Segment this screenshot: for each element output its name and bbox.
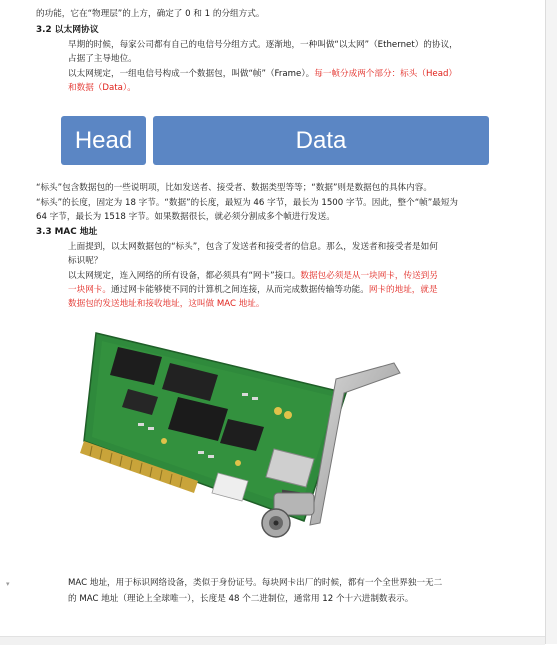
data-box (153, 116, 489, 165)
paragraph-line: 早期的时候，每家公司都有自己的电信号分组方式。逐渐地，一种叫做“以太网”（Ethernet）的协议， (68, 40, 458, 50)
text-red: 一块网卡。 (68, 285, 111, 295)
text-red: 每一帧分成两个部分：标头（Head） (314, 69, 458, 79)
paragraph-line: “标头”包含数据包的一些说明项，比如发送者、接受者、数据类型等等；“数据”则是数据包的具体内容。 (36, 183, 432, 193)
section-heading-3-3: 3.3 MAC 地址 (36, 227, 98, 237)
text-red: 网卡的地址，就是 (368, 285, 438, 295)
paragraph-line-red: 数据包的发送地址和接收地址，这叫做 MAC 地址。 (68, 299, 265, 309)
paragraph-line: 64 字节，最长为 1518 字节。如果数据很长，就必须分割成多个帧进行发送。 (36, 212, 335, 222)
head-label: Head (74, 126, 133, 154)
text-black: 通过网卡能够使不同的计算机之间连接，从而完成数据传输等功能。 (110, 285, 369, 295)
page-marker-icon: ▾ (6, 580, 10, 588)
section-heading-3-2: 3.2 以太网协议 (36, 25, 99, 35)
paragraph-line (68, 69, 457, 80)
head-box (61, 116, 146, 165)
paragraph-line: “标头”的长度，固定为 18 字节。“数据”的长度，最短为 46 字节，最长为 1500 字节。因此，整个“帧”最短为 (36, 198, 459, 208)
paragraph-line: 标识呢？ (68, 256, 103, 266)
paragraph-line: 上面提到，以太网数据包的“标头”，包含了发送者和接受者的信息。那么，发送者和接受者是如何 (68, 242, 438, 252)
paragraph-line: MAC 地址，用于标识网络设备，类似于身份证号。每块网卡出厂的时候，都有一个全世界独一无二 (68, 578, 443, 588)
paragraph-line (68, 271, 438, 282)
vertical-scrollbar[interactable] (546, 0, 557, 644)
paragraph-line: 的功能，它在“物理层”的上方，确定了 0 和 1 的分组方式。 (36, 9, 265, 19)
paragraph-line: 的 MAC 地址（理论上全球唯一），长度是 48 个二进制位，通常用 12 个十六进制数表示。 (68, 594, 414, 604)
paragraph-line (68, 285, 438, 296)
paragraph-line: 占据了主导地位。 (68, 54, 137, 64)
paragraph-line-red: 和数据（Data）。 (68, 83, 136, 93)
text-black: 以太网规定，一组电信号构成一个数据包，叫做“帧”（Frame）。 (68, 69, 315, 79)
text-black: 以太网规定，连入网络的所有设备，都必须具有“网卡”接口。 (68, 271, 301, 281)
data-label: Data (295, 126, 347, 154)
network-card-image (78, 323, 408, 566)
text-red: 数据包必须是从一块网卡，传送到另 (300, 271, 438, 281)
